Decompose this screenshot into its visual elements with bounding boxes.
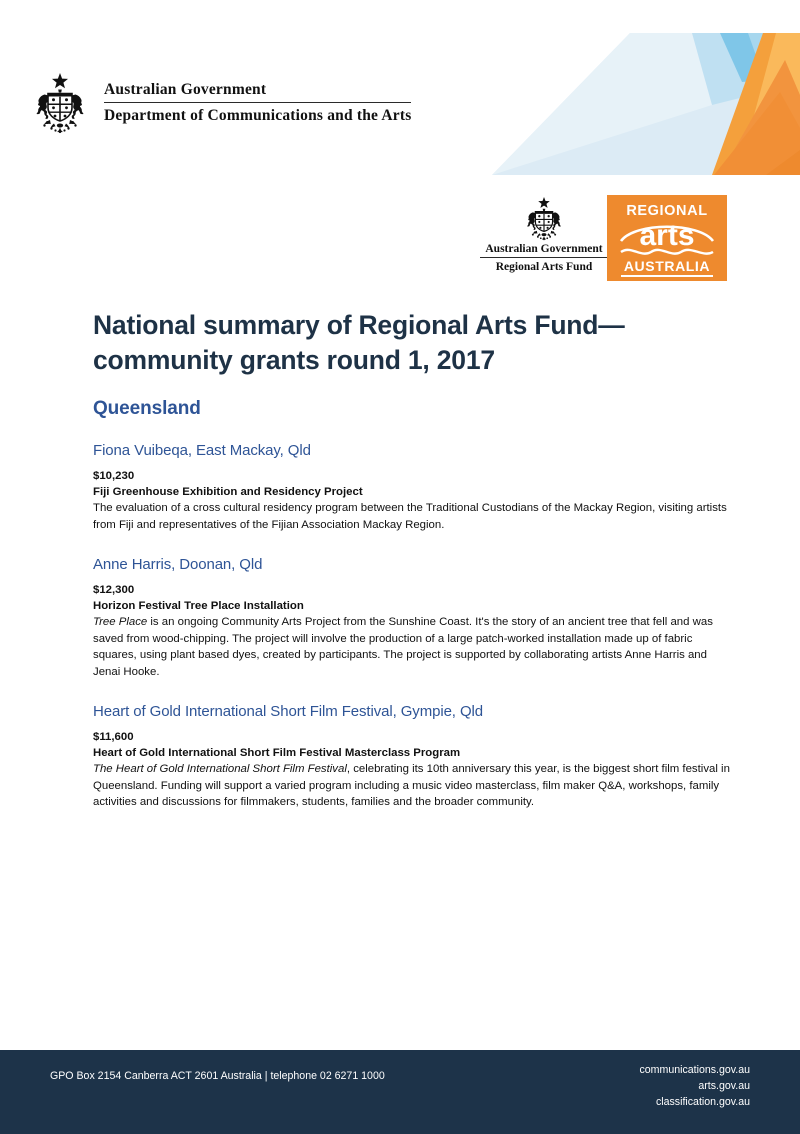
footer-link-classification[interactable]: classification.gov.au xyxy=(655,1096,750,1109)
grant-recipient-heading: Heart of Gold International Short Film Festival, Gympie, Qld xyxy=(93,702,483,720)
grant-recipient-heading: Fiona Vuibeqa, East Mackay, Qld xyxy=(93,441,311,459)
grant-entry xyxy=(93,703,733,811)
page-footer xyxy=(0,1050,800,1134)
government-wordmark xyxy=(104,81,411,125)
grant-amount: $10,230 xyxy=(93,469,135,482)
grant-description xyxy=(93,500,733,533)
raa-top-text: REGIONAL xyxy=(626,203,708,219)
regional-arts-fund-lockup xyxy=(480,196,608,273)
grant-project-title: Heart of Gold International Short Film Festival Masterclass Program xyxy=(93,746,461,759)
government-line-1: Australian Government xyxy=(104,81,267,98)
australian-government-lockup xyxy=(28,72,411,134)
raa-middle-text: arts xyxy=(639,219,695,252)
grant-description-italic: The Heart of Gold International Short Film Festival xyxy=(93,762,347,775)
footer-link-arts[interactable]: arts.gov.au xyxy=(698,1080,750,1093)
grant-description-text: is an ongoing Community Arts Project from the Sunshine Coast. It's the story of an ancient tree that fell and was saved from wood-chipping. The project will involve the production of a large patch-worked installation made up of fabric squares, using plant based dyes, created by participants. The project is supported by collaborating artists Anne Harris and Jenai Hooke. xyxy=(93,615,713,678)
grant-description xyxy=(93,614,733,681)
decorative-fan-graphic xyxy=(480,0,800,185)
raf-wordmark xyxy=(480,243,608,273)
footer-address: GPO Box 2154 Canberra ACT 2601 Australia | telephone 02 6271 1000 xyxy=(50,1070,385,1082)
grant-project-title: Horizon Festival Tree Place Installation xyxy=(93,599,304,612)
regional-arts-australia-logo xyxy=(607,195,727,281)
footer-links xyxy=(639,1062,750,1110)
raa-underline xyxy=(621,275,713,277)
page-title: National summary of Regional Arts Fund—community grants round 1, 2017 xyxy=(93,310,625,375)
grant-project-title: Fiji Greenhouse Exhibition and Residency Project xyxy=(93,486,363,499)
state-heading-queensland: Queensland xyxy=(93,397,201,419)
grant-entry xyxy=(93,442,733,534)
australian-coat-of-arms-icon xyxy=(521,196,567,241)
grant-description-text: , celebrating its 10th anniversary this year, is the biggest short film festival in Queensland. Funding will support a varied program including a music video masterclass, film maker Q&A, workshops, family activities and discussions for filmmakers, students, families and the broader community. xyxy=(93,762,730,809)
grant-description-text: The evaluation of a cross cultural residency program between the Traditional Custodians of the Mackay Region, visiting artists from Fiji and representatives of the Fijian Association Mackay Region. xyxy=(93,502,727,531)
raf-line-2: Regional Arts Fund xyxy=(495,261,593,273)
grant-description-italic: Tree Place xyxy=(93,615,148,628)
australian-coat-of-arms-icon xyxy=(28,72,92,134)
footer-link-communications[interactable]: communications.gov.au xyxy=(639,1064,750,1076)
document-body xyxy=(93,308,733,833)
government-line-2: Department of Communications and the Arts xyxy=(104,107,412,124)
grant-description xyxy=(93,761,733,811)
grant-entry xyxy=(93,556,733,681)
raf-line-1: Australian Government xyxy=(485,243,603,255)
grant-recipient-heading: Anne Harris, Doonan, Qld xyxy=(93,555,263,573)
grant-amount: $11,600 xyxy=(93,730,134,743)
raa-bottom-text: AUSTRALIA xyxy=(623,258,711,274)
grant-amount: $12,300 xyxy=(93,583,135,596)
